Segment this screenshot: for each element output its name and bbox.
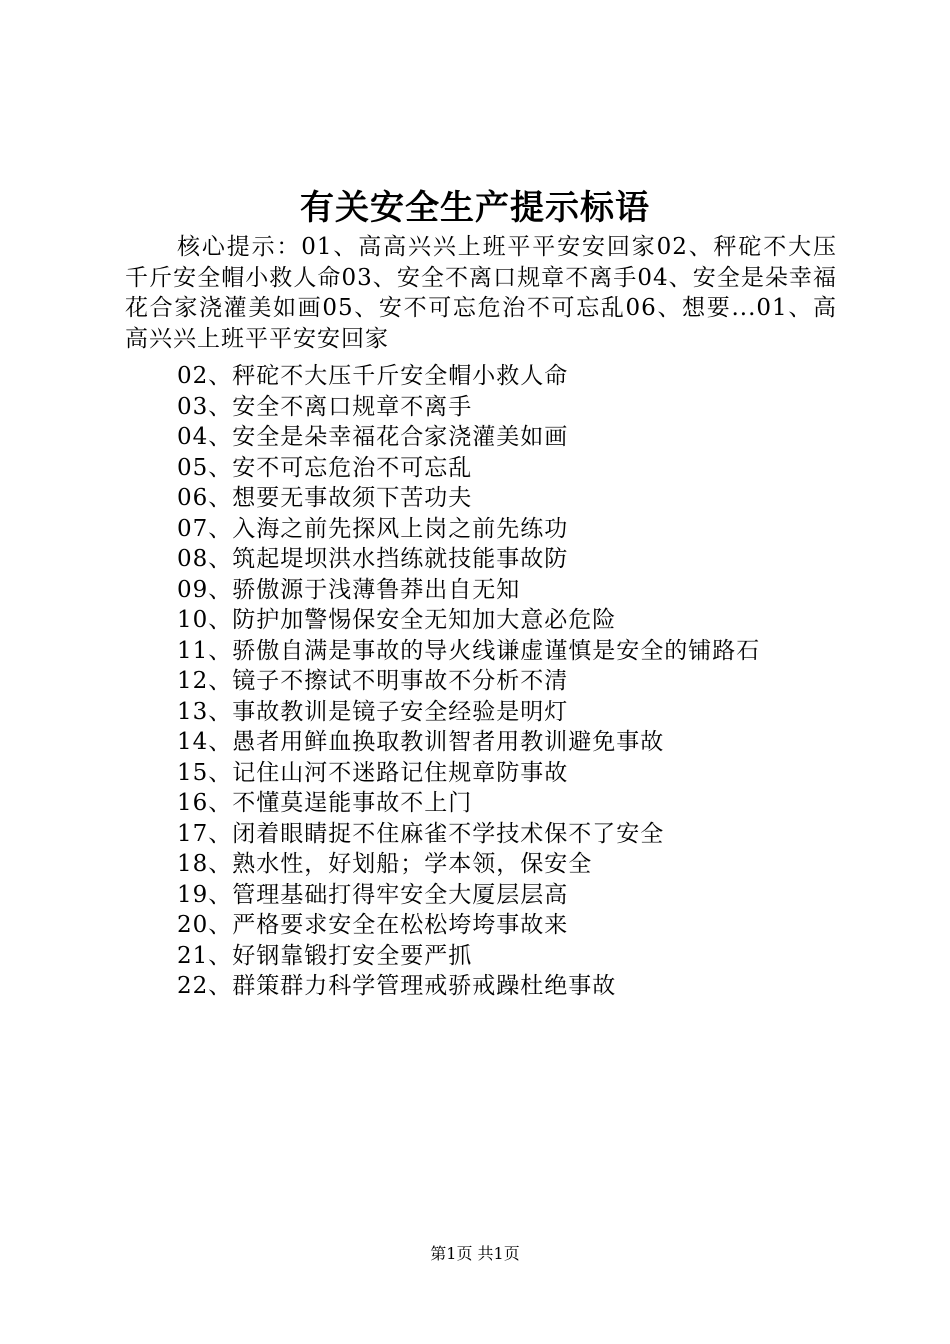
list-item: 04、安全是朵幸福花合家浇灌美如画 [177,424,569,450]
list-item: 07、入海之前先探风上岗之前先练功 [177,515,569,542]
list-item: 09、骄傲源于浅薄鲁莽出自无知 [177,576,521,603]
list-item: 14、愚者用鲜血换取教训智者用教训避免事故 [177,729,665,755]
list-item: 03、安全不离口规章不离手 [177,393,473,420]
list-item: 16、不懂莫逞能事故不上门 [177,790,473,816]
list-item: 06、想要无事故须下苦功夫 [177,485,473,511]
document-title: 有关安全生产提示标语 [300,188,650,228]
page-footer: 第1页 共1页 [430,1244,520,1263]
list-item: 22、群策群力科学管理戒骄戒躁杜绝事故 [177,973,617,999]
slogan-list [177,361,877,1002]
list-item: 17、闭着眼睛捉不住麻雀不学技术保不了安全 [177,820,665,847]
list-item: 15、记住山河不迷路记住规章防事故 [177,759,569,786]
list-item: 10、防护加警惕保安全无知加大意必危险 [177,607,617,633]
list-item: 12、镜子不擦试不明事故不分析不清 [177,668,569,694]
list-item: 11、骄傲自满是事故的导火线谦虚谨慎是安全的铺路石 [177,637,761,664]
list-item: 21、好钢靠锻打安全要严抓 [177,942,473,969]
list-item: 18、熟水性，好划船；学本领，保安全 [177,851,593,877]
list-item: 08、筑起堤坝洪水挡练就技能事故防 [177,546,569,572]
list-item: 20、严格要求安全在松松垮垮事故来 [177,912,569,938]
list-item: 02、秤砣不大压千斤安全帽小救人命 [177,363,569,389]
list-item: 05、安不可忘危治不可忘乱 [177,454,473,481]
list-item: 13、事故教训是镜子安全经验是明灯 [177,698,569,725]
summary-paragraph: 核心提示：01、高高兴兴上班平平安安回家02、秤砣不大压千斤安全帽小救人命03、安全不离口规章不离手04、安全是朵幸福花合家浇灌美如画05、安不可忘危治不可忘乱06、想要...01、高高兴兴上班平平安安回家 [125,234,837,352]
list-item: 19、管理基础打得牢安全大厦层层高 [177,881,569,908]
